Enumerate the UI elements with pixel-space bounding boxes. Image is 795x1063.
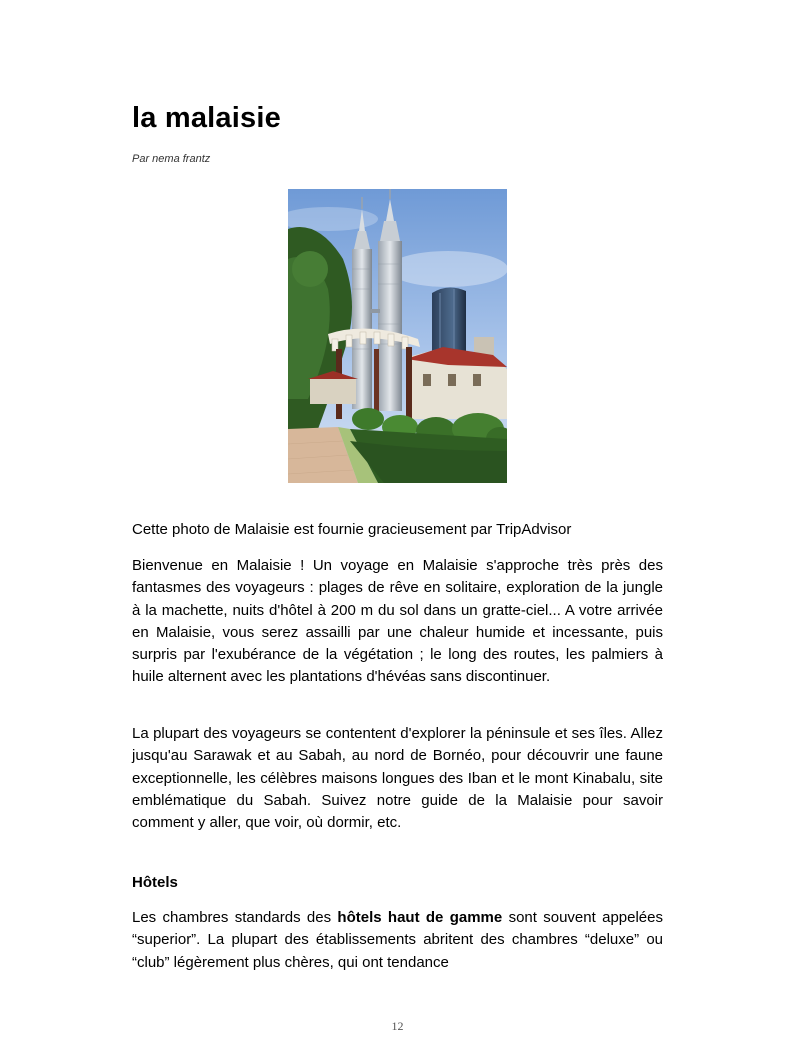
page-number: 12 [391, 1019, 404, 1033]
paragraph-hotels-start: Les chambres standards des [132, 909, 338, 926]
paragraph-travel: La plupart des voyageurs se contentent d'explorer la péninsule et ses îles. Allez jusqu'au Sarawak et au Sabah, au nord de Bornéo, pour découvrir une faune exceptionnelle, les célèbres maisons longues des Iban et le mont Kinabalu, site emblématique du Sabah. Suivez notre guide de la Malaisie pour savoir comment y aller, que voir, où dormir, etc. [132, 725, 663, 832]
author-byline: Par nema frantz [132, 153, 211, 165]
kuala-lumpur-photo [288, 189, 507, 483]
page-title: la malaisie [132, 102, 281, 134]
paragraph-hotels [132, 907, 663, 974]
section-heading-hotels: Hôtels [132, 874, 178, 891]
paragraph-hotels-end: sont souvent appelées “superior”. La plupart des établissements abritent des chambres “deluxe” ou “club” légèrement plus chères, qui ont tendance [132, 909, 663, 971]
photo-caption: Cette photo de Malaisie est fournie gracieusement par TripAdvisor [132, 521, 572, 538]
paragraph-hotels-bold: hôtels haut de gamme [337, 909, 503, 926]
paragraph-intro: Bienvenue en Malaisie ! Un voyage en Malaisie s'approche très près des fantasmes des voyageurs : plages de rêve en solitaire, exploration de la jungle à la machette, nuits d'hôtel à 200 m du sol dans un gratte-ciel... A votre arrivée en Malaisie, vous serez assailli par une chaleur humide et incessante, puis surpris par l'exubérance de la végétation ; le long des routes, les palmiers à huile alternent avec les plantations d'hévéas sans discontinuer. [132, 557, 663, 686]
